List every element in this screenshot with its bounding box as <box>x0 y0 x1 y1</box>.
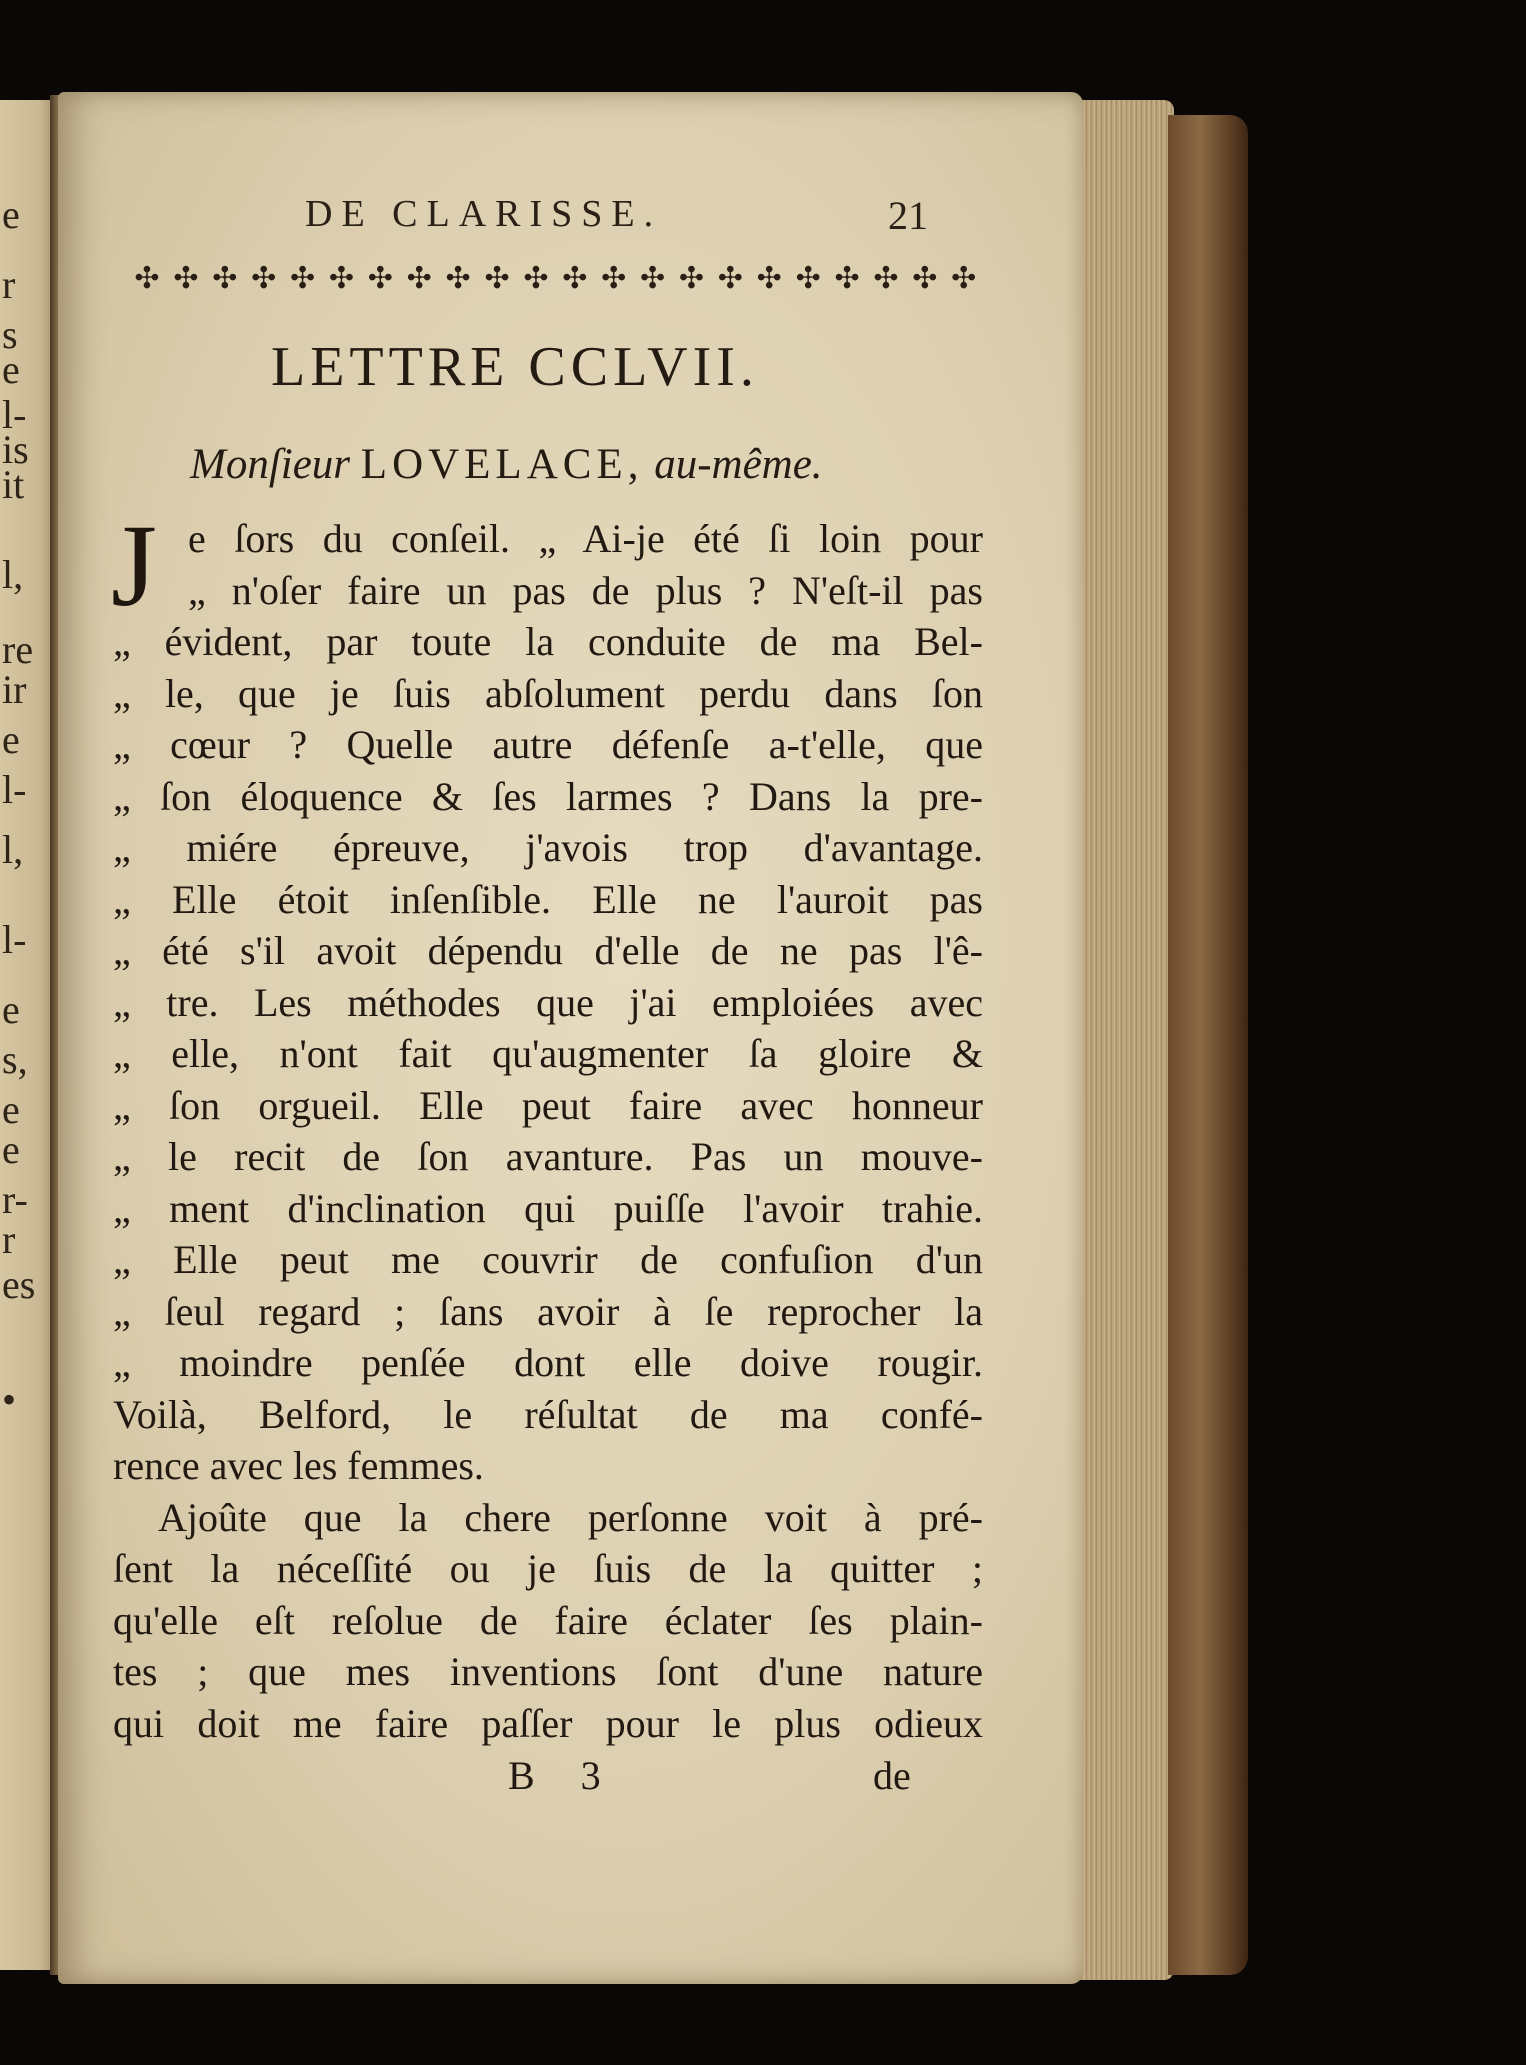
text-line: „ le recit de ſon avanture. Pas un mouve- <box>113 1134 983 1179</box>
previous-page-fragment: es <box>2 1262 36 1307</box>
ornament-glyph: ✣ <box>795 260 821 296</box>
text-line: „ le, que je ſuis abſolument perdu dans ſon <box>113 670 983 716</box>
text-line: Voilà, Belford, le réſultat de ma confé- <box>113 1391 983 1437</box>
previous-page-fragment: it <box>2 462 25 507</box>
ornament-glyph: ✣ <box>834 260 860 296</box>
ornament-glyph: ✣ <box>406 260 432 296</box>
previous-page-fragment: re <box>2 627 34 672</box>
book-page <box>58 92 1083 1984</box>
ornament-glyph: ✣ <box>756 260 782 296</box>
ornament-glyph: ✣ <box>601 260 627 296</box>
previous-page-fragment: is <box>2 427 29 472</box>
ornament-glyph: ✣ <box>912 260 938 296</box>
previous-page-fragment: s, <box>2 1037 28 1082</box>
previous-page-fragment: l, <box>2 552 24 597</box>
page-number: 21 <box>888 193 928 238</box>
text-line: „ ſon orgueil. Elle peut faire avec honneur <box>113 1082 983 1128</box>
ornament-glyph: ✣ <box>289 260 316 296</box>
previous-page-fragment: s <box>2 312 18 357</box>
text-line: qui doit me faire paſſer pour le plus odieux <box>113 1700 983 1746</box>
signature-mark: B 3 <box>508 1753 619 1798</box>
previous-page-fragment: • <box>2 1377 17 1422</box>
text-line: „ tre. Les méthodes que j'ai emploiées avec <box>113 979 983 1025</box>
ornament-glyph: ✣ <box>678 260 705 296</box>
ornament-glyph: ✣ <box>445 260 471 296</box>
previous-page-fragment: e <box>2 192 20 237</box>
previous-page-fragment: e <box>2 1127 20 1172</box>
leather-cover <box>1168 115 1248 1975</box>
previous-page-fragment: e <box>2 717 20 762</box>
text-line: „ n'oſer faire un pas de plus ? N'eſt-il pas <box>188 567 983 613</box>
ornament-glyph: ✣ <box>251 260 277 296</box>
previous-page-fragment: l- <box>2 767 27 812</box>
previous-page-fragment: l- <box>2 392 27 437</box>
text-line: e ſors du conſeil. „ Ai-je été ſi loin pour <box>188 516 983 561</box>
subheading-from: Monſieur <box>190 441 351 488</box>
text-line: ſent la néceſſité ou je ſuis de la quitter ; <box>113 1546 983 1591</box>
text-line: „ été s'il avoit dépendu d'elle de ne pas l'ê- <box>113 928 983 973</box>
previous-page-fragment: l, <box>2 827 24 872</box>
previous-page-fragment: e <box>2 987 20 1032</box>
text-line: „ ſeul regard ; ſans avoir à ſe reprocher la <box>113 1288 983 1334</box>
text-line: „ évident, par toute la conduite de ma Bel- <box>113 619 983 664</box>
ornament-glyph: ✣ <box>717 260 743 296</box>
text-line: „ Elle étoit inſenſible. Elle ne l'auroit pas <box>113 876 983 922</box>
ornament-glyph: ✣ <box>640 260 666 296</box>
page-block-edges <box>1078 100 1174 1980</box>
text-line: tes ; que mes inventions ſont d'une nature <box>113 1649 983 1694</box>
previous-page-fragment: r- <box>2 1177 28 1222</box>
letter-subheading <box>190 440 823 489</box>
previous-page-fragment: ir <box>2 667 27 712</box>
previous-page-edge <box>0 100 55 1970</box>
text-line: Ajoûte que la chere perſonne voit à pré- <box>158 1494 983 1540</box>
previous-page-fragment: e <box>2 1087 20 1132</box>
ornament-glyph: ✣ <box>484 260 510 296</box>
text-line: „ Elle peut me couvrir de confuſion d'un <box>113 1237 983 1282</box>
ornament-glyph: ✣ <box>562 260 588 296</box>
previous-page-fragment: e <box>2 347 20 392</box>
ornament-glyph: ✣ <box>951 260 977 296</box>
ornament-glyph: ✣ <box>328 260 355 296</box>
page-text-block <box>58 92 1083 1984</box>
ornament-glyph: ✣ <box>873 260 899 296</box>
text-line: „ cœur ? Quelle autre défenſe a-t'elle, que <box>113 722 983 767</box>
ornament-glyph: ✣ <box>523 260 549 296</box>
previous-page-fragment: l- <box>2 917 27 962</box>
catchword: de <box>873 1753 911 1798</box>
ornament-glyph: ✣ <box>367 260 393 296</box>
drop-cap: J <box>111 500 157 631</box>
ornament-glyph: ✣ <box>173 260 199 296</box>
text-line: „ miére épreuve, j'avois trop d'avantage. <box>113 825 983 870</box>
text-line: „ elle, n'ont fait qu'augmenter ſa gloire & <box>113 1031 983 1076</box>
text-line: qu'elle eſt reſolue de faire éclater ſes plain- <box>113 1597 983 1643</box>
text-line: „ ment d'inclination qui puiſſe l'avoir trahie. <box>113 1185 983 1231</box>
text-line: rence avec les femmes. <box>113 1443 484 1488</box>
running-head: DE CLARISSE. <box>305 193 663 235</box>
text-line: „ ſon éloquence & ſes larmes ? Dans la pre- <box>113 773 983 819</box>
ornament-band <box>128 260 983 296</box>
previous-page-fragment: r <box>2 262 16 307</box>
letter-heading: LETTRE CCLVII. <box>271 336 759 398</box>
previous-page-fragment: r <box>2 1217 16 1262</box>
ornament-glyph: ✣ <box>212 260 238 296</box>
ornament-glyph: ✣ <box>134 260 160 296</box>
text-line: „ moindre penſée dont elle doive rougir. <box>113 1340 983 1385</box>
subheading-name: LOVELACE, <box>360 441 644 488</box>
subheading-to: au-même. <box>654 441 823 488</box>
